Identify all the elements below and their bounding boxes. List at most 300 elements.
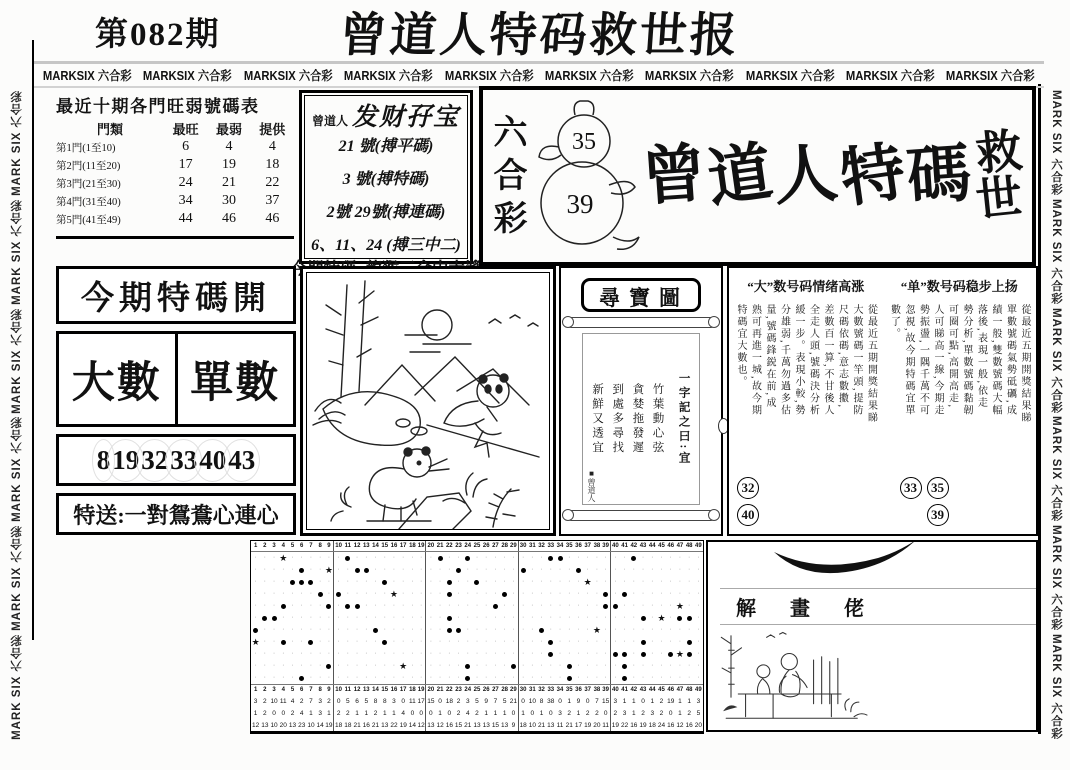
stat-value: 2	[595, 709, 599, 717]
empty-mark: ·	[494, 578, 497, 585]
empty-mark: ·	[697, 674, 700, 681]
dot-mark	[447, 616, 452, 621]
empty-mark: ·	[337, 674, 340, 681]
stat-value: 0	[281, 709, 286, 717]
dot-mark	[382, 640, 387, 645]
empty-mark: ·	[337, 662, 340, 669]
fortune-box	[299, 90, 473, 264]
stat-value: 1	[253, 709, 258, 717]
empty-mark: ·	[263, 662, 266, 669]
empty-mark: ·	[641, 674, 645, 681]
empty-mark: ·	[346, 590, 350, 597]
grid-cell	[602, 660, 611, 672]
star-mark: ★	[251, 637, 260, 647]
empty-mark: ·	[678, 590, 682, 597]
poem-signature: ■曾道人	[587, 469, 596, 502]
grid-cell	[389, 612, 398, 624]
empty-mark: ·	[411, 602, 414, 609]
stat-value: 5	[475, 697, 479, 705]
empty-mark: ·	[669, 590, 672, 597]
grid-cell	[648, 648, 657, 660]
grid-cell	[343, 564, 352, 576]
grid-col-label: 16	[390, 543, 398, 549]
empty-mark: ·	[549, 662, 552, 669]
empty-mark: ·	[466, 626, 469, 633]
stat-value: 2	[290, 709, 295, 717]
grid-cell	[491, 636, 500, 648]
empty-mark: ·	[402, 674, 405, 681]
lucky-number: 32	[141, 444, 169, 475]
empty-mark: ·	[457, 662, 460, 669]
stat-value: 19	[611, 721, 619, 729]
empty-mark: ·	[327, 638, 331, 645]
marksix-logo-vertical: MARK SIX 六合彩	[11, 634, 23, 740]
panda-picture-box	[300, 266, 556, 536]
grid-cell	[399, 672, 408, 684]
poem-columns	[587, 342, 694, 496]
empty-mark: ·	[475, 626, 479, 633]
grid-cell	[417, 552, 426, 564]
empty-mark: ·	[402, 554, 405, 561]
grid-cell	[352, 648, 361, 660]
empty-mark: ·	[355, 650, 359, 657]
empty-mark: ·	[392, 566, 396, 573]
grid-cell	[555, 552, 564, 564]
marksix-logo-vertical: MARK SIX 六合彩	[1050, 416, 1062, 523]
grid-cell	[509, 552, 518, 564]
empty-mark: ·	[521, 614, 525, 621]
grid-cell	[371, 636, 380, 648]
masthead-box	[479, 86, 1036, 266]
grid-cell	[417, 564, 426, 576]
empty-mark: ·	[337, 638, 340, 645]
empty-mark: ·	[383, 614, 386, 621]
empty-mark: ·	[337, 602, 340, 609]
grid-cell	[482, 552, 491, 564]
grid-col-label: 44	[648, 543, 656, 549]
grid-cell	[519, 660, 528, 672]
grid-cell	[491, 624, 500, 636]
grid-cell	[583, 624, 592, 636]
grid-cell	[638, 648, 647, 660]
grid-cell	[279, 636, 288, 648]
grid-cell	[269, 624, 278, 636]
grid-cell	[371, 648, 380, 660]
grid-cell	[399, 624, 408, 636]
grid-cell	[537, 552, 546, 564]
stat-value: 3	[696, 697, 701, 705]
grid-cell	[389, 552, 398, 564]
grid-cell	[537, 648, 546, 660]
empty-mark: ·	[429, 566, 433, 573]
give-value: 46	[265, 211, 280, 226]
empty-mark: ·	[327, 590, 331, 597]
grid-cell	[306, 624, 315, 636]
table-row	[56, 192, 294, 210]
stat-value: 1	[622, 697, 627, 705]
grid-cell	[629, 600, 638, 612]
treasure-map-box	[559, 266, 723, 536]
empty-mark: ·	[568, 638, 571, 645]
grid-cell	[325, 648, 334, 660]
empty-mark: ·	[614, 662, 617, 669]
grid-col-label: 27	[492, 687, 499, 693]
gate-label: 第1門(1至10)	[56, 142, 116, 154]
grid-col-label: 20	[427, 687, 435, 693]
grid-cell	[537, 660, 546, 672]
grid-cell	[435, 564, 444, 576]
grid-col-label: 41	[621, 687, 628, 693]
grid-col-label: 17	[399, 543, 407, 549]
grid-cell	[316, 648, 325, 660]
grid-cell	[435, 576, 444, 588]
grid-cell	[482, 648, 491, 660]
empty-mark: ·	[623, 614, 626, 621]
cartoon-scene-illustration	[714, 626, 884, 728]
grid-cell	[592, 636, 601, 648]
empty-mark: ·	[614, 614, 617, 621]
grid-cell	[509, 588, 518, 600]
grid-cell	[675, 636, 684, 648]
grid-cell	[629, 588, 638, 600]
grid-number-row	[251, 684, 703, 695]
stat-value: 2	[325, 695, 334, 707]
grid-col-label: 9	[325, 685, 334, 695]
grid-cell	[445, 564, 454, 576]
lucky-number: 19	[112, 444, 140, 475]
stat-value: 7	[595, 697, 599, 705]
dot-mark	[281, 640, 286, 645]
grid-cell	[399, 600, 408, 612]
grid-cell	[371, 552, 380, 564]
stat-value: 2	[659, 709, 664, 717]
stat-value: 13	[482, 721, 490, 729]
grid-cell	[648, 624, 657, 636]
grid-cell	[352, 672, 361, 684]
stat-value: 13	[473, 721, 481, 729]
grid-cell	[648, 588, 657, 600]
grid-cell	[565, 576, 574, 588]
grid-cell	[297, 564, 306, 576]
grid-col-label: 35	[565, 687, 573, 693]
empty-mark: ·	[272, 602, 276, 609]
empty-mark: ·	[595, 602, 599, 609]
grid-cell	[288, 672, 297, 684]
grid-cell	[380, 552, 389, 564]
grid-cell	[362, 564, 371, 576]
empty-mark: ·	[604, 554, 607, 561]
grid-cell	[592, 600, 601, 612]
grid-cell	[537, 612, 546, 624]
commentary-right	[883, 268, 1037, 534]
empty-mark: ·	[485, 590, 488, 597]
stat-value: 13	[547, 721, 555, 729]
grid-cell	[417, 600, 426, 612]
empty-mark: ·	[540, 566, 543, 573]
empty-mark: ·	[697, 590, 700, 597]
empty-mark: ·	[291, 554, 294, 561]
hot-value: 17	[178, 157, 193, 172]
gourd-number-bottom: 39	[566, 189, 594, 219]
grid-cell	[675, 576, 684, 588]
commentary-column: 尺碼依碼,意志數擻,	[836, 304, 848, 409]
grid-cell	[426, 576, 435, 588]
dot-mark	[641, 616, 646, 621]
grid-col-label: 25	[473, 543, 481, 549]
stat-value: 1	[484, 709, 489, 717]
empty-mark: ·	[327, 650, 331, 657]
empty-mark: ·	[411, 590, 414, 597]
grid-cell	[638, 672, 647, 684]
grid-cell	[482, 660, 491, 672]
grid-cell	[454, 636, 463, 648]
empty-mark: ·	[558, 578, 562, 585]
empty-mark: ·	[383, 554, 386, 561]
stat-value: 2	[373, 709, 378, 717]
empty-mark: ·	[568, 578, 571, 585]
empty-mark: ·	[448, 602, 451, 609]
empty-mark: ·	[419, 650, 423, 657]
grid-col-label: 6	[300, 543, 304, 549]
grid-cell	[583, 600, 592, 612]
commentary-column: 從最近五期開獎結果睇	[1019, 304, 1030, 424]
grid-cell	[620, 552, 629, 564]
empty-mark: ·	[392, 650, 396, 657]
grid-col-label: 5	[290, 687, 295, 693]
grid-cell	[445, 552, 454, 564]
commentary-column: 數了。	[888, 304, 900, 340]
grid-cell	[611, 672, 620, 684]
grid-cell	[509, 612, 518, 624]
grid-cell	[620, 588, 629, 600]
stat-value: 1	[502, 709, 507, 717]
grid-cell	[509, 576, 518, 588]
grid-cell	[491, 588, 500, 600]
grid-cell	[279, 564, 288, 576]
grid-cell	[380, 600, 389, 612]
stat-value: 11	[409, 697, 416, 705]
grid-cell	[435, 624, 444, 636]
marksix-logo-vertical: MARK SIX 六合彩	[11, 416, 23, 523]
grid-cell	[638, 600, 647, 612]
grid-cell	[399, 552, 408, 564]
grid-cell	[685, 600, 694, 612]
star-mark: ★	[583, 577, 592, 587]
grid-cell	[519, 612, 528, 624]
stat-value: 3	[558, 709, 562, 717]
empty-mark: ·	[457, 602, 460, 609]
commentary-column: 分雄弱,千萬勿過多估	[778, 304, 790, 417]
empty-mark: ·	[429, 674, 433, 681]
stat-value: 21	[565, 721, 573, 729]
dot-mark	[668, 652, 673, 657]
grid-cell	[629, 672, 638, 684]
stat-value: 12	[436, 721, 444, 729]
grid-cell	[537, 624, 546, 636]
grid-cell	[565, 552, 574, 564]
empty-mark: ·	[374, 602, 377, 609]
grid-cell	[694, 660, 703, 672]
stat-value: 0	[602, 707, 611, 719]
grid-cell	[537, 576, 546, 588]
empty-mark: ·	[365, 590, 368, 597]
grid-cell	[509, 672, 518, 684]
grid-cell	[574, 612, 583, 624]
grid-cell	[694, 552, 703, 564]
grid-cell	[620, 612, 629, 624]
empty-mark: ·	[254, 674, 257, 681]
empty-mark: ·	[383, 566, 386, 573]
grid-col-label: 41	[621, 543, 628, 549]
grid-col-label: 6	[300, 687, 304, 693]
grid-cell	[638, 636, 647, 648]
grid-col-label: 32	[538, 543, 545, 549]
cartoon-title: 解畫佬	[720, 588, 1036, 625]
stat-value: 16	[362, 721, 370, 729]
grid-cell	[574, 636, 583, 648]
stat-value: 20	[694, 721, 702, 729]
grid-cell	[555, 612, 564, 624]
empty-mark: ·	[263, 554, 266, 561]
grid-cell	[251, 648, 260, 660]
dot-mark	[456, 568, 461, 573]
empty-mark: ·	[687, 626, 691, 633]
cold-value: 4	[225, 139, 233, 154]
dot-mark	[456, 628, 461, 633]
grid-col-label: 14	[372, 543, 379, 549]
stat-value: 2	[456, 709, 461, 717]
empty-mark: ·	[272, 590, 276, 597]
grid-cell	[482, 588, 491, 600]
grid-cell	[334, 564, 343, 576]
right-border-line	[1038, 84, 1041, 734]
lucky-number: 33	[170, 444, 198, 475]
empty-mark: ·	[604, 650, 607, 657]
empty-mark: ·	[374, 674, 377, 681]
empty-mark: ·	[558, 614, 562, 621]
empty-mark: ·	[577, 626, 580, 633]
grid-col-label: 14	[372, 687, 379, 693]
grid-cell	[500, 612, 509, 624]
empty-mark: ·	[346, 614, 350, 621]
empty-mark: ·	[494, 626, 497, 633]
stat-value: 1	[539, 709, 544, 717]
grid-dot-row	[251, 552, 703, 564]
grid-col-label: 46	[667, 687, 675, 693]
stat-value: 6	[355, 697, 359, 705]
empty-mark: ·	[669, 578, 672, 585]
stat-value: 17	[417, 695, 426, 707]
grid-cell	[445, 660, 454, 672]
grid-cell	[694, 600, 703, 612]
circled-number: 32	[737, 477, 759, 499]
stat-value: 0	[272, 709, 276, 717]
grid-cell	[675, 624, 684, 636]
empty-mark: ·	[568, 614, 571, 621]
stat-value: 1	[632, 697, 636, 705]
empty-mark: ·	[374, 650, 377, 657]
empty-mark: ·	[558, 566, 562, 573]
empty-mark: ·	[309, 626, 313, 633]
empty-mark: ·	[392, 674, 396, 681]
grid-cell	[362, 600, 371, 612]
stat-value: 0	[438, 697, 442, 705]
grid-cell	[297, 576, 306, 588]
grid-cell	[602, 672, 611, 684]
empty-mark: ·	[531, 614, 534, 621]
empty-mark: ·	[438, 626, 442, 633]
empty-mark: ·	[531, 638, 534, 645]
empty-mark: ·	[300, 650, 303, 657]
grid-cell	[620, 636, 629, 648]
grid-cell	[426, 660, 435, 672]
stat-value: 5	[364, 697, 369, 705]
grid-cell	[362, 660, 371, 672]
empty-mark: ·	[374, 662, 377, 669]
grid-cell	[463, 564, 472, 576]
grid-cell	[657, 576, 666, 588]
empty-mark: ·	[660, 650, 663, 657]
grid-cell	[657, 552, 666, 564]
empty-mark: ·	[632, 650, 635, 657]
empty-mark: ·	[383, 590, 386, 597]
marksix-logo-vertical: MARK SIX 六合彩	[1050, 198, 1062, 305]
margin-left	[4, 90, 30, 740]
empty-mark: ·	[319, 554, 322, 561]
grid-cell	[389, 564, 398, 576]
grid-cell	[546, 660, 555, 672]
grid-col-label: 30	[519, 687, 527, 693]
page-title: 曾道人特码救世报	[337, 10, 742, 62]
grid-cell	[408, 576, 417, 588]
empty-mark: ·	[355, 638, 359, 645]
empty-mark: ·	[577, 614, 580, 621]
grid-col-label: 30	[519, 543, 527, 549]
empty-mark: ·	[319, 578, 322, 585]
grid-cell	[251, 612, 260, 624]
grid-cell	[500, 564, 509, 576]
grid-cell	[352, 552, 361, 564]
dot-mark	[613, 652, 618, 657]
empty-mark: ·	[623, 602, 626, 609]
empty-mark: ·	[485, 674, 488, 681]
commentary-column: 落後,表現一般,依走	[975, 304, 987, 409]
empty-mark: ·	[549, 614, 552, 621]
grid-cell	[362, 636, 371, 648]
empty-mark: ·	[429, 650, 433, 657]
stat-value: 12	[251, 721, 260, 729]
grid-cell	[343, 636, 352, 648]
grid-cell	[269, 576, 278, 588]
empty-mark: ·	[494, 674, 497, 681]
grid-cell	[620, 624, 629, 636]
lucky-number: 43	[228, 444, 256, 475]
empty-mark: ·	[300, 662, 303, 669]
grid-col-label: 5	[290, 543, 295, 549]
stat-value: 10	[307, 721, 315, 729]
empty-mark: ·	[549, 566, 552, 573]
grid-cell	[334, 660, 343, 672]
grid-cell	[389, 660, 398, 672]
grid-cell	[675, 672, 684, 684]
empty-mark: ·	[327, 554, 331, 561]
dot-mark	[677, 616, 682, 621]
grid-cell	[426, 600, 435, 612]
grid-cell	[537, 636, 546, 648]
grid-col-label: 32	[538, 687, 545, 693]
grid-cell	[352, 660, 361, 672]
marksix-logo-vertical: MARK SIX 六合彩	[1050, 307, 1062, 414]
